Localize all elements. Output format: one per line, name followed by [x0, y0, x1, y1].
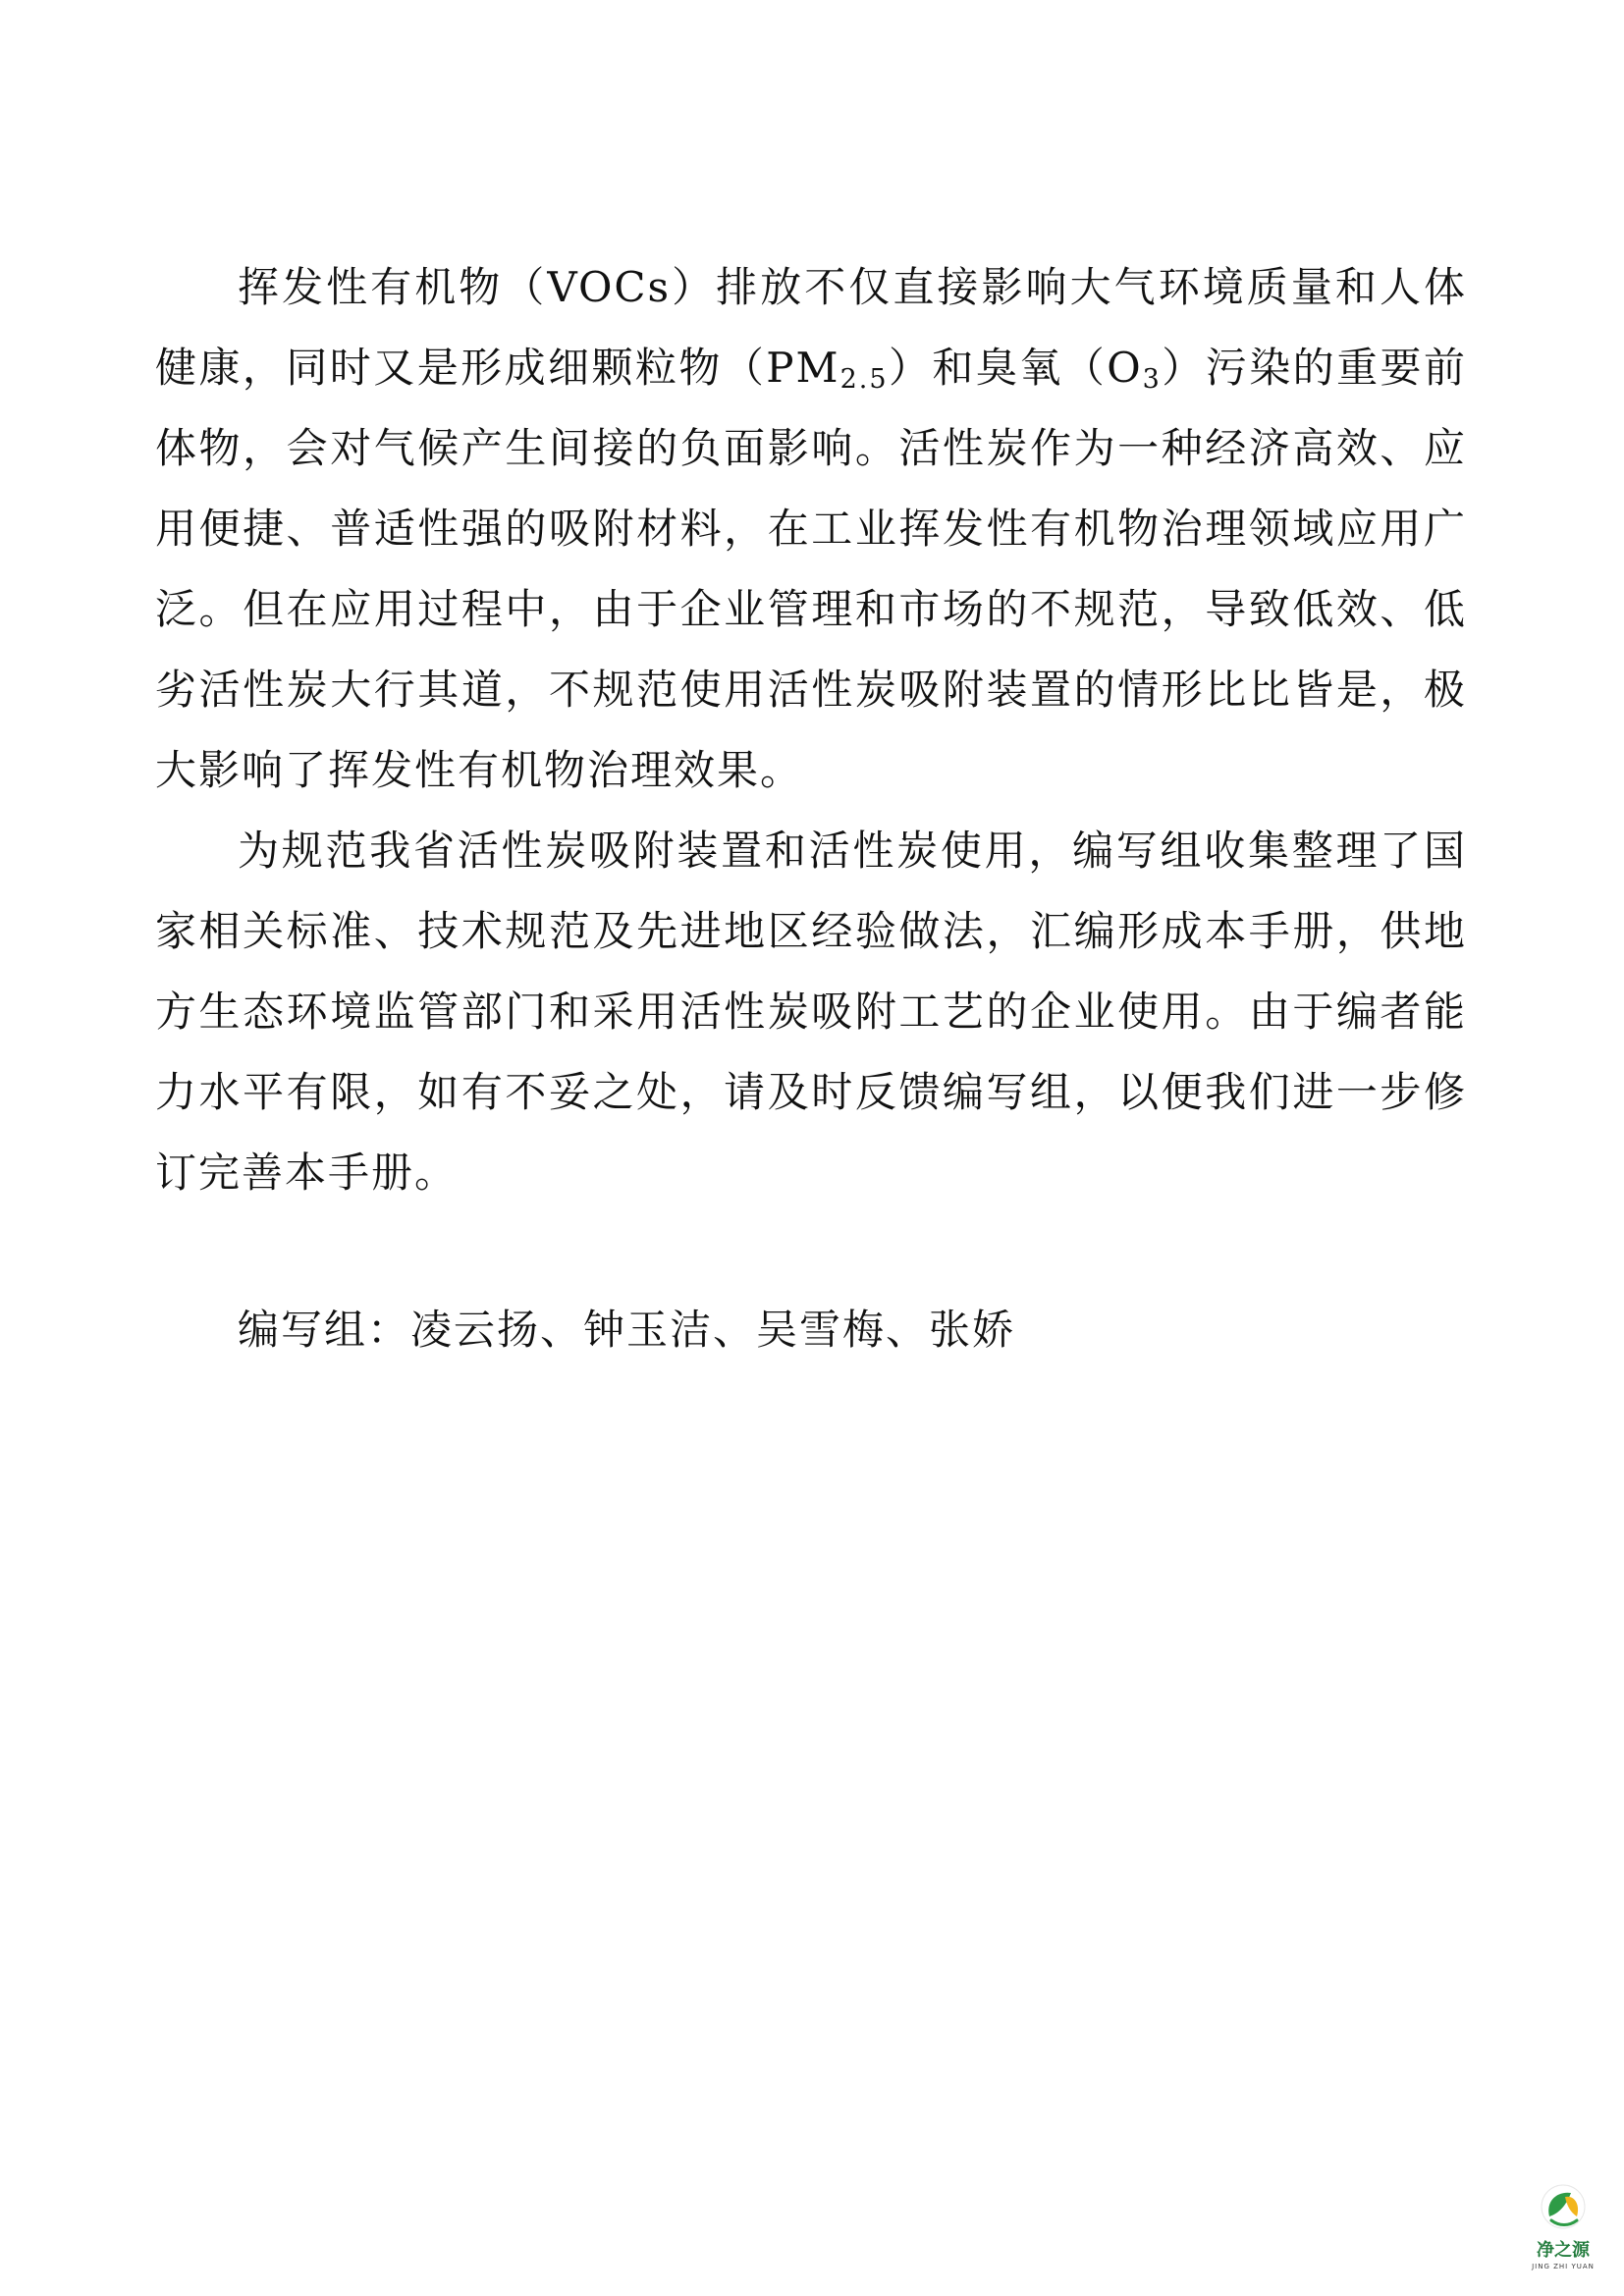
- leaf-logo-icon: [1528, 2181, 1598, 2240]
- pm-subscript: 2.5: [839, 364, 889, 395]
- paragraph-2: 为规范我省活性炭吸附装置和活性炭使用，编写组收集整理了国家相关标准、技术规范及先进地区经验做法，汇编形成本手册，供地方生态环境监管部门和采用活性炭吸附工艺的企业使用。由于编者能力水平有限，如有不妥之处，请及时反馈编写组，以便我们进一步修订完善本手册。: [155, 827, 1467, 1197]
- editors-line: 编写组：凌云扬、钟玉洁、吴雪梅、张娇: [238, 1306, 1016, 1354]
- preface-body: [155, 247, 1467, 1370]
- watermark-logo: [1528, 2181, 1598, 2279]
- paragraph-1-part-2: ）和臭氧（O: [888, 344, 1143, 392]
- paragraph-1-part-1: 挥发性有机物（VOCs）排放不仅直接影响大气环境质量和人体健康，同时又是形成细颗粒物（PM: [155, 263, 1467, 392]
- paragraph-1: [155, 247, 1467, 811]
- ozone-subscript: 3: [1142, 364, 1162, 395]
- watermark-pinyin: JING ZHI YUAN: [1532, 2263, 1595, 2270]
- paragraph-1-part-3: ）污染的重要前体物，会对气候产生间接的负面影响。活性炭作为一种经济高效、应用便捷、普适性强的吸附材料，在工业挥发性有机物治理领域应用广泛。但在应用过程中，由于企业管理和市场的不规范，导致低效、低劣活性炭大行其道，不规范使用活性炭吸附装置的情形比比皆是，极大影响了挥发性有机物治理效果。: [155, 344, 1467, 794]
- watermark-name: 净之源: [1537, 2240, 1590, 2261]
